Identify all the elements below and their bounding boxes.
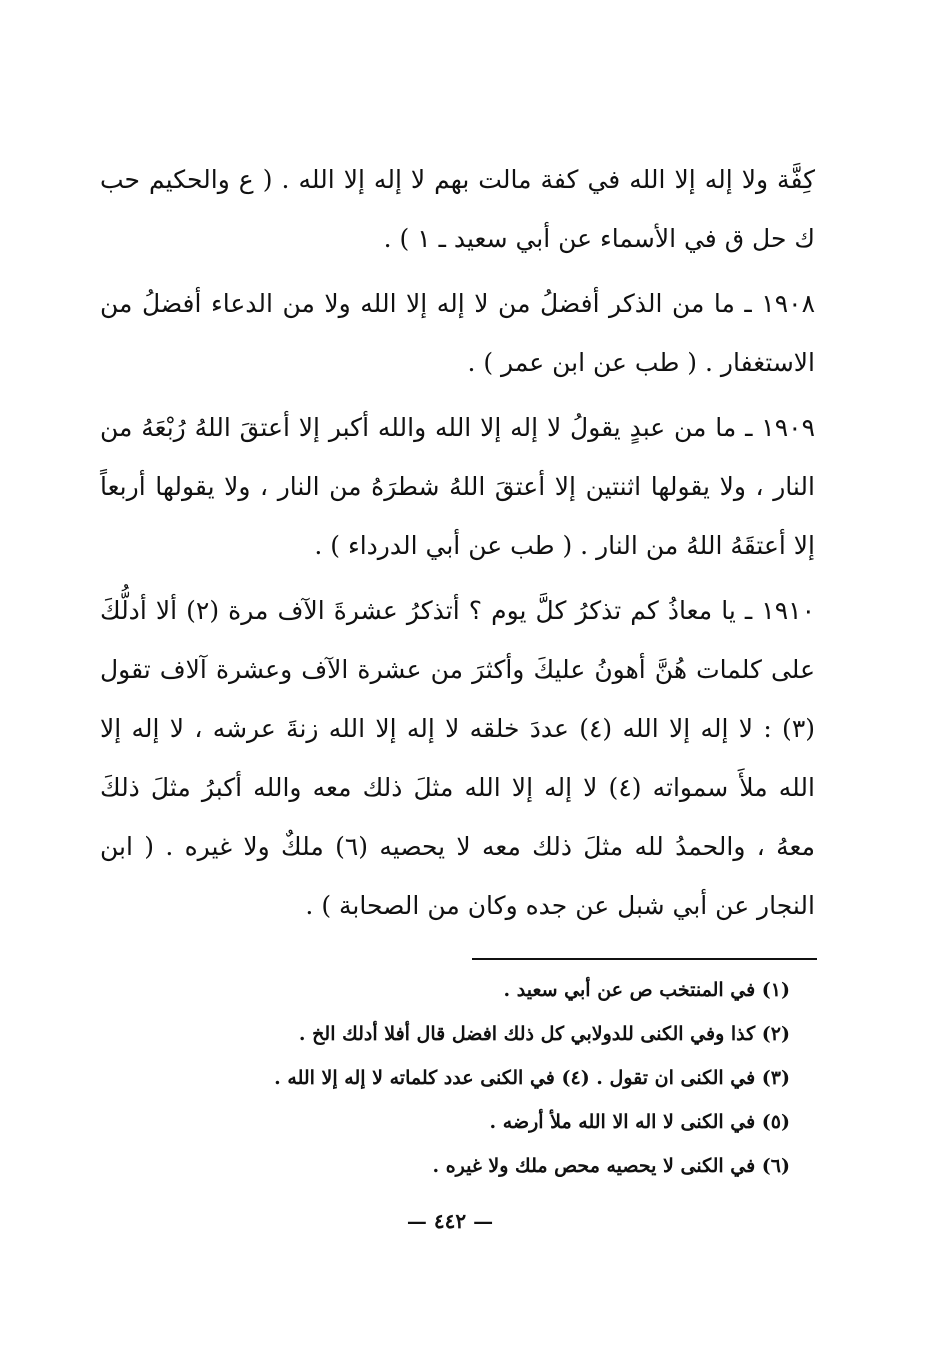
- footnote-5: (٥) في الكنى لا اله الا الله ملأ أرضه .: [489, 1111, 790, 1133]
- footnote-1: (١) في المنتخب ص عن أبي سعيد .: [503, 979, 790, 1001]
- footnote-3-4: (٣) في الكنى ان تقول . (٤) في الكنى عدد كلماته لا إله إلا الله .: [274, 1067, 790, 1089]
- footnotes: [100, 968, 790, 1188]
- footnote-separator: [472, 958, 817, 960]
- paragraph-hadith-1910: ١٩١٠ ـ يا معاذُ كم تذكرُ كلَّ يوم ؟ أتذكرُ عشرةَ الآف مرة (٢) ألا أدلُّكَ على كلمات هُنَّ أهونُ عليكَ وأكثرَ من عشرة الآف وعشرة آلاف تقول (٣) : لا إله إلا الله (٤) عددَ خلقه لا إله إلا الله زنةَ عرشه ، لا إله إلا الله ملأَ سمواته (٤) لا إله إلا الله مثلَ ذلك معه والله أكبرُ مثلَ ذلكَ معهُ ، والحمدُ لله مثلَ ذلك معه لا يحصيه (٦) ملكٌ ولا غيره . ( ابن النجار عن أبي شبل عن جده وكان من الصحابة ) .: [100, 596, 816, 920]
- paragraph-hadith-1909: ١٩٠٩ ـ ما من عبدٍ يقولُ لا إله إلا الله والله أكبر إلا أعتقَ اللهُ رُبْعَهُ من النار ، ولا يقولها اثنتين إلا أعتقَ اللهُ شطرَهُ من النار ، ولا يقولها أربعاً إلا أعتقَهُ اللهُ من النار . ( طب عن أبي الدرداء ) .: [100, 413, 815, 560]
- footnote-2: (٢) كذا وفي الكنى للدولابي كل ذلك افضل قال أفلا أدلك الخ .: [298, 1023, 790, 1045]
- paragraph-continuation: كِفَّة ولا إله إلا الله في كفة مالت بهم لا إله إلا الله . ( ع والحكيم حب ك حل ق في الأسماء عن أبي سعيد ـ ١ ) .: [100, 165, 815, 253]
- footnote-6: (٦) في الكنى لا يحصيه محص ملك ولا غيره .: [432, 1155, 790, 1177]
- page-number: — ٤٤٢ —: [406, 1209, 494, 1233]
- paragraph-hadith-1908: ١٩٠٨ ـ ما من الذكر أفضلُ من لا إله إلا الله ولا من الدعاء أفضلُ من الاستغفار . ( طب عن ابن عمر ) .: [100, 289, 815, 377]
- main-text-body: [100, 150, 815, 935]
